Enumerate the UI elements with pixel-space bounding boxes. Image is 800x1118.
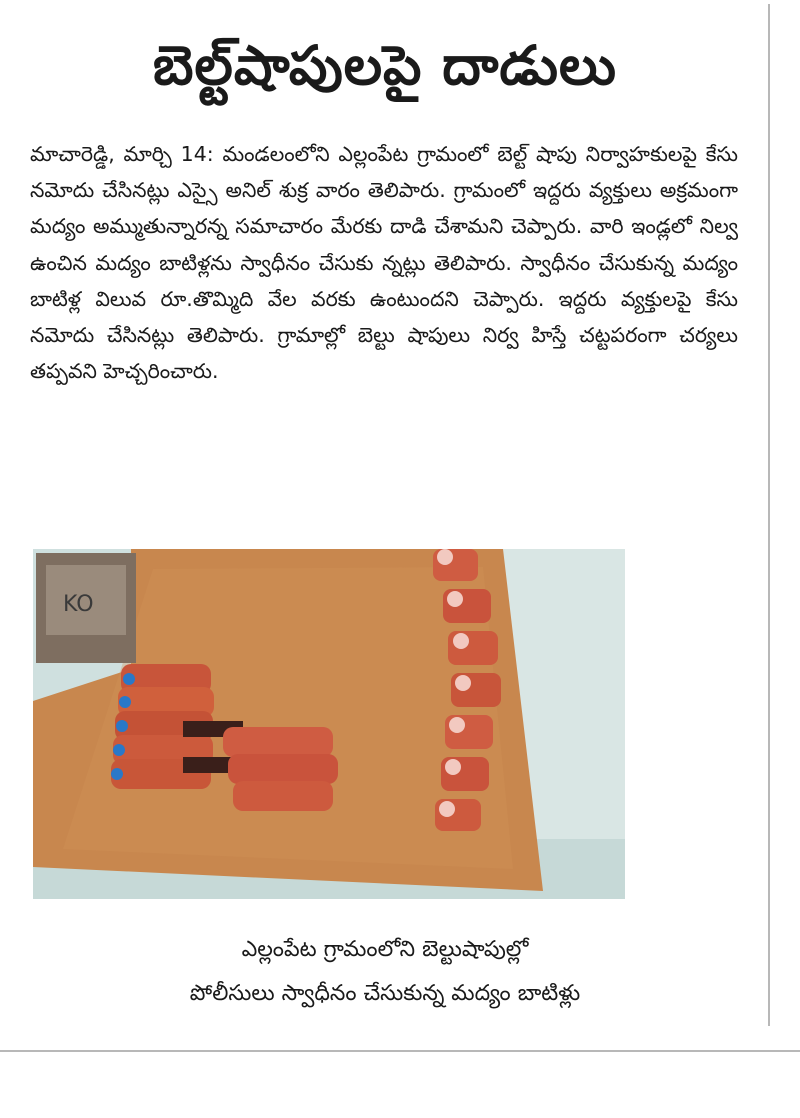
caption-line-2: పోలీసులు స్వాధీనం చేసుకున్న మద్యం బాటిళ్లు — [189, 981, 581, 1006]
photo-caption — [30, 928, 740, 1016]
svg-text:KO: KO — [63, 592, 94, 617]
page-divider-horizontal — [0, 1050, 800, 1052]
article-headline: బెల్ట్‌షాపులపై దాడులు — [153, 34, 617, 97]
column-divider-vertical — [768, 4, 770, 1026]
caption-line-1: ఎల్లంపేట గ్రామంలోని బెల్టుషాపుల్లో — [241, 937, 529, 962]
seized-liquor-bottles-photo — [33, 549, 625, 899]
article-body: మాచారెడ్డి, మార్చి 14: మండలంలోని ఎల్లంపేట గ్రామంలో బెల్ట్ షాపు నిర్వాహకులపై కేసు నమోదు చేసినట్లు ఎస్సై అనిల్ శుక్ర వారం తెలిపారు. గ్రామంలో ఇద్దరు వ్యక్తులు అక్రమంగా మద్యం అమ్ముతున్నారన్న సమాచారం మేరకు దాడి చేశామని చెప్పారు. వారి ఇండ్లలో నిల్వ ఉంచిన మద్యం బాటిళ్లను స్వాధీనం చేసుకు న్నట్లు తెలిపారు. స్వాధీనం చేసుకున్న మద్యం బాటిళ్ల విలువ రూ.తొమ్మిది వేల వరకు ఉంటుందని చెప్పారు. ఇద్దరు వ్యక్తులపై కేసు నమోదు చేసినట్లు తెలిపారు. గ్రామాల్లో బెల్టు షాపులు నిర్వ హిస్తే చట్టపరంగా చర్యలు తప్పవని హెచ్చరించారు. — [30, 142, 738, 384]
